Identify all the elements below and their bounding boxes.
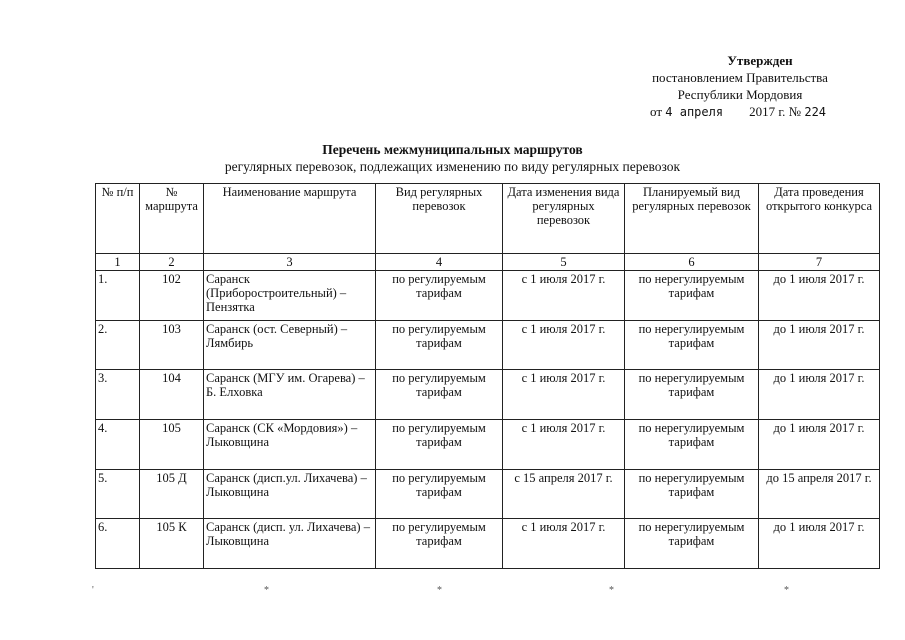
- header-cell: № маршрута: [140, 184, 204, 254]
- scan-speck: *: [609, 585, 614, 596]
- row-number: 5.: [96, 469, 140, 519]
- route-number: 105: [140, 419, 204, 469]
- transport-type: по регулируемым тарифам: [376, 370, 503, 420]
- transport-type: по регулируемым тарифам: [376, 320, 503, 370]
- transport-type: по регулируемым тарифам: [376, 469, 503, 519]
- route-number: 105 Д: [140, 469, 204, 519]
- table-row: [96, 271, 880, 321]
- planned-type: по нерегулируемым тарифам: [625, 519, 759, 569]
- header-cell: Дата проведения открытого конкурса: [759, 184, 880, 254]
- table-row: [96, 370, 880, 420]
- scan-speck: *: [437, 585, 442, 596]
- header-cell: Дата изменения вида регулярных перевозок: [503, 184, 625, 254]
- contest-date: до 1 июля 2017 г.: [759, 271, 880, 321]
- column-number: 3: [204, 254, 376, 271]
- contest-date: до 1 июля 2017 г.: [759, 519, 880, 569]
- change-date: с 1 июля 2017 г.: [503, 370, 625, 420]
- planned-type: по нерегулируемым тарифам: [625, 271, 759, 321]
- year-text: 2017 г. №: [749, 104, 802, 119]
- approval-line-1: постановлением Правительства: [652, 70, 828, 85]
- change-date: с 1 июля 2017 г.: [503, 271, 625, 321]
- route-name: Саранск (МГУ им. Огарева) – Б. Елховка: [204, 370, 376, 420]
- table-row: [96, 419, 880, 469]
- contest-date: до 1 июля 2017 г.: [759, 419, 880, 469]
- table-row: [96, 320, 880, 370]
- contest-date: до 1 июля 2017 г.: [759, 320, 880, 370]
- contest-date: до 1 июля 2017 г.: [759, 370, 880, 420]
- row-number: 1.: [96, 271, 140, 321]
- table-row: [96, 519, 880, 569]
- column-number: 2: [140, 254, 204, 271]
- document-title: Перечень межмуниципальных маршрутов: [322, 142, 583, 157]
- row-number: 2.: [96, 320, 140, 370]
- column-number: 5: [503, 254, 625, 271]
- route-name: Саранск (СК «Мордовия») – Лыковщина: [204, 419, 376, 469]
- scan-speck: ': [92, 585, 94, 596]
- route-name: Саранск (дисп.ул. Лихачева) – Лыковщина: [204, 469, 376, 519]
- header-cell: № п/п: [96, 184, 140, 254]
- route-number: 103: [140, 320, 204, 370]
- planned-type: по нерегулируемым тарифам: [625, 419, 759, 469]
- approval-line-2: Республики Мордовия: [677, 87, 803, 102]
- planned-type: по нерегулируемым тарифам: [625, 370, 759, 420]
- route-number: 102: [140, 271, 204, 321]
- scan-speck: *: [784, 585, 789, 596]
- row-number: 3.: [96, 370, 140, 420]
- transport-type: по регулируемым тарифам: [376, 419, 503, 469]
- row-number: 4.: [96, 419, 140, 469]
- route-number: 105 К: [140, 519, 204, 569]
- planned-type: по нерегулируемым тарифам: [625, 469, 759, 519]
- column-number: 6: [625, 254, 759, 271]
- transport-type: по регулируемым тарифам: [376, 271, 503, 321]
- transport-type: по регулируемым тарифам: [376, 519, 503, 569]
- document-subtitle: регулярных перевозок, подлежащих изменению по виду регулярных перевозок: [224, 159, 681, 174]
- column-number: 4: [376, 254, 503, 271]
- column-number-row: [96, 254, 880, 271]
- change-date: с 1 июля 2017 г.: [503, 320, 625, 370]
- approval-date-line: [650, 103, 880, 121]
- table-row: [96, 469, 880, 519]
- contest-date: до 15 апреля 2017 г.: [759, 469, 880, 519]
- date-prefix: от: [650, 104, 663, 119]
- date-handwritten: 4 апреля: [665, 105, 724, 119]
- header-cell: Вид регулярных перевозок: [376, 184, 503, 254]
- route-name: Саранск (Приборостроительный) –Пензятка: [204, 271, 376, 321]
- change-date: с 15 апреля 2017 г.: [503, 469, 625, 519]
- planned-type: по нерегулируемым тарифам: [625, 320, 759, 370]
- header-row: [96, 184, 880, 254]
- decree-number: 224: [804, 105, 827, 119]
- approval-title: Утвержден: [727, 53, 793, 68]
- change-date: с 1 июля 2017 г.: [503, 519, 625, 569]
- route-name: Саранск (ост. Северный) – Лямбирь: [204, 320, 376, 370]
- header-cell: Наименование маршрута: [204, 184, 376, 254]
- approval-block: [600, 52, 880, 121]
- scan-speck: *: [264, 585, 269, 596]
- route-name: Саранск (дисп. ул. Лихачева) – Лыковщина: [204, 519, 376, 569]
- routes-table: [95, 183, 880, 569]
- column-number: 1: [96, 254, 140, 271]
- route-number: 104: [140, 370, 204, 420]
- header-cell: Планируемый вид регулярных перевозок: [625, 184, 759, 254]
- row-number: 6.: [96, 519, 140, 569]
- change-date: с 1 июля 2017 г.: [503, 419, 625, 469]
- column-number: 7: [759, 254, 880, 271]
